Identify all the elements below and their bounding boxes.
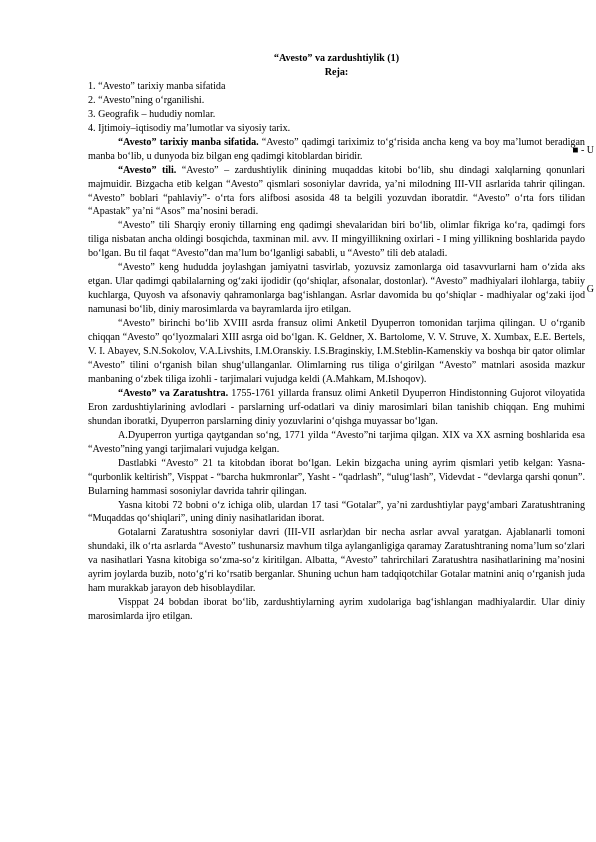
paragraph-text: Gotalarni Zaratushtra sosoniylar davri (III-VII asrlar)dan bir necha asrlar avval yaratgan. Ajablanarli tomoni shundaki, ilk o‘rta asrlarda “Avesto” tushunarsiz mavhum tilga aylanganligiga qaramay Zaratushtraning noma’lum so‘zlari va nasihatlari Yasna kitobiga so‘zma-so‘z kiritilgan. Albatta, “Avesto” tahrirchilari Zaratushtra nasihatlarining ma’nosini ayrim joylarda buzib, noto‘g‘ri ko‘rsatib berganlar. Shuning uchun ham tadqiqotchilar Gotalar matnini aniq o‘rganish juda ham murakkab jarayon deb hisoblaydilar. bbox=[88, 527, 585, 595]
paragraph-text: “Avesto” tili Sharqiy eroniy tillarning eng qadimgi shevalaridan biri bo‘lib, olimlar fikriga ko‘ra, qadimgi fors tiliga nisbatan ancha oldingi bosqichda, taxminan mil. avv. II mingyillikning oxirlari - I ming yillikning boshlarida paydo bo‘lgan. Bu til faqat “Avesto”dan ma’lum bo‘lganligi sababli, u “Avesto” tili deb ataladi. bbox=[88, 220, 585, 260]
plan-item: 1. “Avesto” tarixiy manba sifatida bbox=[88, 80, 226, 92]
paragraph-avesto-language bbox=[88, 164, 585, 220]
margin-note-middle: G bbox=[586, 284, 594, 295]
paragraph-text: Yasna kitobi 72 bobni o‘z ichiga olib, ulardan 17 tasi “Gotalar”, ya’ni zardushtiylar payg‘ambari Zaratushtraning “Muqaddas qo‘shiqlari”, uning diniy nasihatlaridan iborat. bbox=[88, 499, 585, 525]
plan-heading: Reja: bbox=[324, 66, 349, 78]
section-heading: “Avesto” tili. bbox=[118, 164, 177, 176]
paragraph-avesto-source bbox=[88, 136, 585, 164]
paragraph-text: “Avesto” keng hududda joylashgan jamiyatni tasvirlab, yozuvsiz zamonlarga oid tasavvurlarni ham o‘zida aks etgan. Ular qadimgi qabilalarning og‘zaki ijodidir (qo‘shiqlar, afsonalar, dostonlar). “Avesto” madhiyalari ilohlarga, tabiiy kuchlarga, Quyosh va afsonaviy qahramonlarga bag‘ishlangan. Asrlar davomida bu qo‘shiqlar - madhiyalar og‘zaki ijod namunasi bo‘lib, diniy marosimlarda va bayramlarda ijro etilgan. bbox=[88, 262, 585, 316]
plan-list bbox=[88, 80, 585, 136]
paragraph-text: “Avesto” – zardushtiylik dinining muqaddas kitobi bo‘lib, shu dindagi xalqlarning qonunlari majmuidir. Bizgacha etib kelgan “Avesto” qismlari sosoniylar davrida, ya’ni milodning III-VII asrlarida tahrir qilingan. “Avesto” boblari “pahlaviy”- o‘rta fors alifbosi asosida 48 ta belgili yozuvdan iboratdir. “Avesto” o‘rta fors tilidan “Apastak” ya’ni “Asos” ma’nosini beradi. bbox=[88, 164, 585, 218]
paragraph bbox=[88, 317, 585, 387]
plan-item: 4. Ijtimoiy–iqtisodiy ma’lumotlar va siyosiy tarix. bbox=[88, 122, 291, 134]
paragraph-text: Dastlabki “Avesto” 21 ta kitobdan iborat bo‘lgan. Lekin bizgacha uning ayrim qismlari yetib kelgan: Yasna- “qurbonlik keltirish”, Vispрat - “barcha hukmronlar”, Yasht - “qadrlash”, “ulug‘lash”, Videvdat - “devlarga qarshi qonun”. Bularning hammasi sosoniylar davrida tahrir qilingan. bbox=[88, 457, 585, 497]
paragraph-text: “Avesto” birinchi bo‘lib XVIII asrda fransuz olimi Anketil Dyuperron tomonidan tarjima qilingan. U o‘rganib chiqqan “Avesto” qo‘lyozmalari XIII asrga oid bo‘lgan. K. Geldner, X. Bartolome, V. V. Struve, X. Xumbax, E.E. Bertels, V. I. Abayev, S.N.Sokolov, V.A.Livshits, I.M.Oranskiy. I.S.Braginskiy, I.M.Steblin-Kamenskiy va boshqa bir qator olimlar “Avesto” tilini o‘rganish bilan shug‘ullanganlar. Olimlarning rus tiliga o‘girilgan “Avesto” matnlari asosida mazkur manbaning o‘zbek tiliga izohli - tarjimalari vujudga keldi (A.Mahkam, M.Ishoqov). bbox=[88, 318, 585, 385]
margin-note-top: ■ - U bbox=[572, 145, 594, 156]
paragraph-text: A.Dyuperron yurtiga qaytgandan so‘ng, 1771 yilda “Avesto”ni tarjima qilgan. XIX va XX asrning boshlarida esa “Avesto”ning yangi tarjimalari vujudga kelgan. bbox=[88, 429, 585, 455]
plan-item: 2. “Avesto”ning o‘rganilishi. bbox=[88, 94, 205, 106]
paragraph bbox=[88, 457, 585, 499]
paragraph bbox=[88, 526, 585, 596]
paragraph bbox=[88, 596, 585, 624]
section-heading: “Avesto” va Zaratushtra. bbox=[118, 387, 229, 399]
paragraph-text: 1755-1761 yillarda fransuz olimi Anketil Dyuperron Hindistonning Gujorot viloyatida Eron zardushtiylarining avlodlari - parslarning urf-odatlari va diniy marosimlari bilan tanishib chiqqan. Eng muhimi shundan iboratki, Dyuperron parslarning diniy yozuvlarini o‘qishga muyassar bo‘lgan. bbox=[88, 387, 586, 427]
paragraph bbox=[88, 429, 585, 457]
document-body bbox=[88, 52, 585, 624]
document-title: “Avesto” va zardushtiylik (1) bbox=[273, 53, 400, 64]
paragraph bbox=[88, 499, 585, 527]
paragraph-text: Vispрat 24 bobdan iborat bo‘lib, zardushtiylarning ayrim xudolariga bag‘ishlangan madhiyalardir. Ular diniy marosimlarda ijro etilgan. bbox=[88, 597, 585, 623]
plan-item: 3. Geografik – hududiy nomlar. bbox=[88, 108, 216, 120]
section-heading: “Avesto” tarixiy manba sifatida. bbox=[118, 136, 259, 148]
paragraph-avesto-zaratushtra bbox=[88, 387, 585, 429]
paragraph bbox=[88, 261, 585, 317]
paragraph-text: “Avesto” qadimgi tariximiz to‘g‘risida ancha keng va boy ma’lumot beradigan manba bo‘lib, u dunyoda biz bilgan eng qadimgi kitoblardan biridir. bbox=[88, 136, 585, 162]
paragraph bbox=[88, 219, 585, 261]
